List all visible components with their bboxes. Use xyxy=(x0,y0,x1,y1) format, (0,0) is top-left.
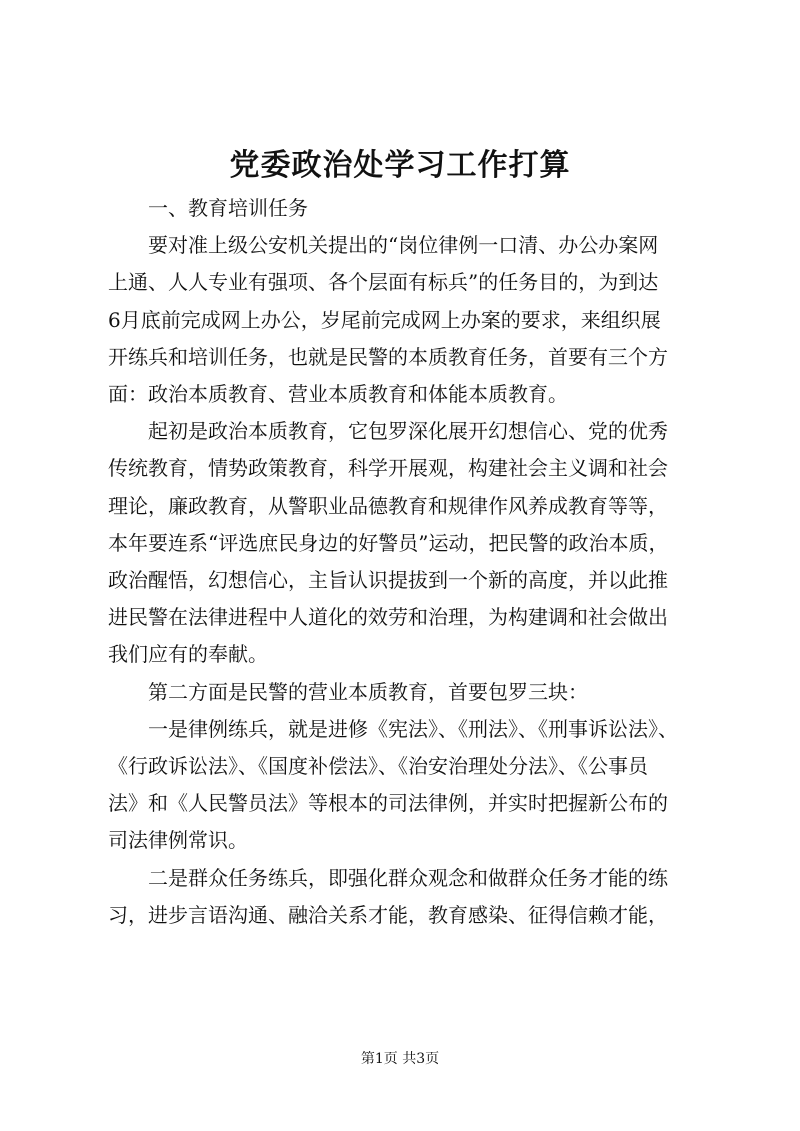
text-line: 开练兵和培训任务，也就是民警的本质教育任务，首要有三个方 xyxy=(108,344,668,369)
text-line: 司法律例常识。 xyxy=(108,828,248,853)
text-line: 我们应有的奉献。 xyxy=(108,642,268,667)
text-line: 要对准上级公安机关提出的“岗位律例一口清、办公办案网 xyxy=(108,233,659,258)
text-line: 面：政治本质教育、营业本质教育和体能本质教育。 xyxy=(108,382,568,407)
text-line: 政治醒悟，幻想信心，主旨认识提拔到一个新的高度，并以此推 xyxy=(108,568,668,593)
text-line: 进民警在法律进程中人道化的效劳和治理，为构建调和社会做出 xyxy=(108,605,668,630)
text-line: 传统教育，情势政策教育，科学开展观，构建社会主义调和社会 xyxy=(108,456,668,481)
text-line: 二是群众任务练兵，即强化群众观念和做群众任务才能的练 xyxy=(108,865,668,890)
text-line: 理论，廉政教育，从警职业品德教育和规律作风养成教育等等， xyxy=(108,493,668,518)
text-line: 《行政诉讼法》、《国度补偿法》、《治安治理处分法》、《公事员 xyxy=(108,754,648,779)
text-line: 一、教育培训任务 xyxy=(108,196,308,220)
text-line: 习，进步言语沟通、融洽关系才能，教育感染、征得信赖才能， xyxy=(108,902,668,927)
text-line: 6月底前完成网上办公，岁尾前完成网上办案的要求，来组织展 xyxy=(108,307,661,332)
text-line: 一是律例练兵，就是进修《宪法》、《刑法》、《刑事诉讼法》、 xyxy=(108,716,678,741)
text-line: 法》和《人民警员法》等根本的司法律例，并实时把握新公布的 xyxy=(108,791,668,816)
document-title: 党委政治处学习工作打算 xyxy=(229,148,571,183)
text-line: 第二方面是民警的营业本质教育，首要包罗三块： xyxy=(108,679,588,704)
document-body xyxy=(108,190,708,934)
page-footer: 第1页 共3页 xyxy=(360,1051,440,1067)
text-line: 本年要连系“评选庶民身边的好警员”运动，把民警的政治本质， xyxy=(108,530,669,555)
text-line: 起初是政治本质教育，它包罗深化展开幻想信心、党的优秀 xyxy=(108,419,668,444)
text-line: 上通、人人专业有强项、各个层面有标兵”的任务目的，为到达 xyxy=(108,270,659,295)
